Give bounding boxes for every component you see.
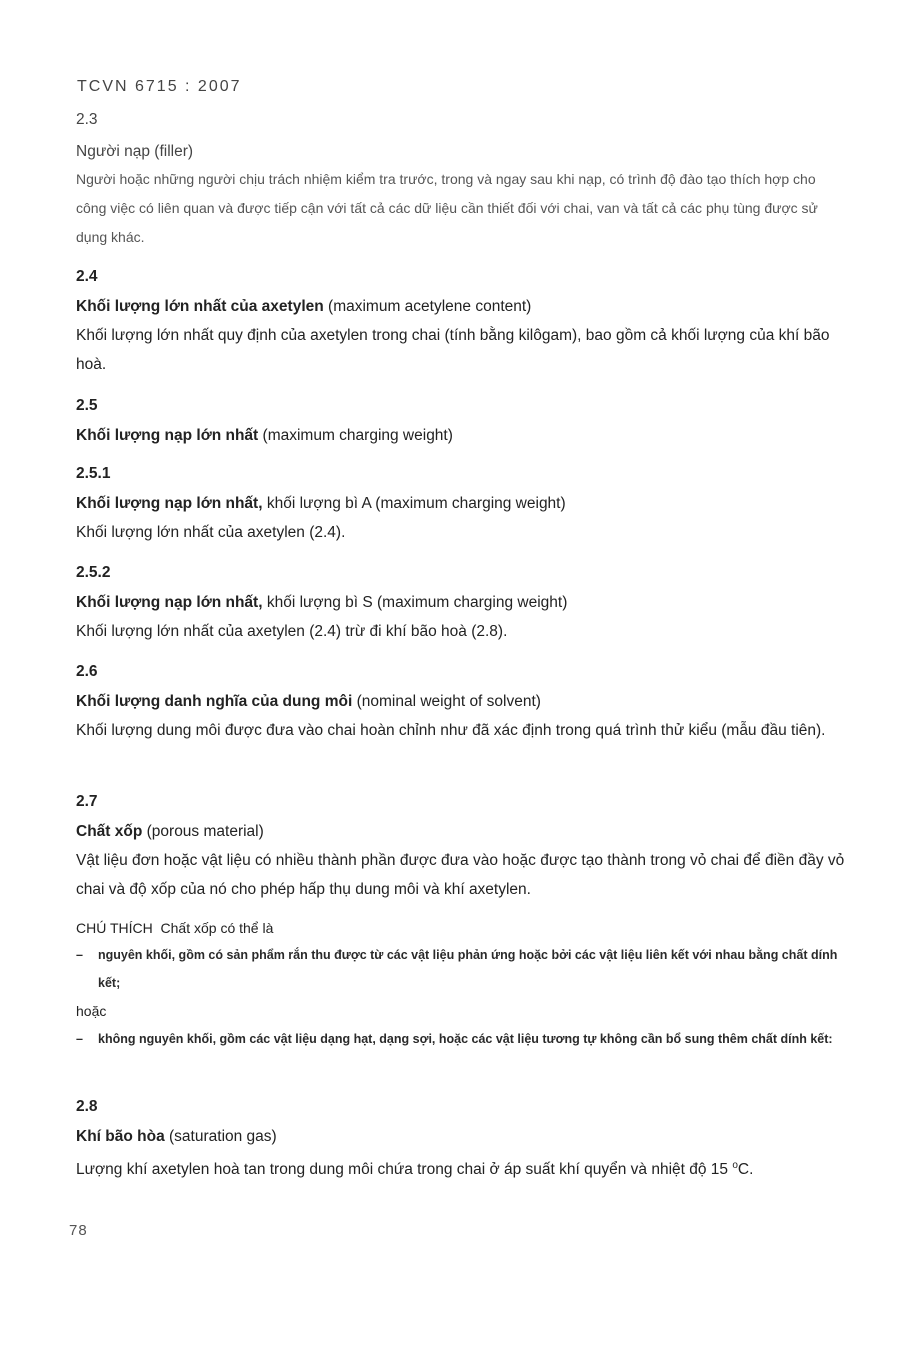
section-2-5-1 [76,464,846,547]
term-definition [76,1151,846,1184]
section-number: 2.5.2 [76,564,111,581]
term-name: Khối lượng nạp lớn nhất, [76,594,263,611]
section-2-4 [76,267,846,379]
note-list-item [76,1025,846,1053]
page-number: 78 [69,1222,88,1239]
note-label: CHÚ THÍCH [76,920,153,936]
term-name: Khối lượng lớn nhất của axetylen [76,298,324,315]
term-definition: Khối lượng dung môi được đưa vào chai hoàn chỉnh như đã xác định trong quá trình thử kiểu (mẫu đầu tiên). [76,722,826,739]
term-definition: Khối lượng lớn nhất của axetylen (2.4) trừ đi khí bão hoà (2.8). [76,623,508,640]
term-english: (maximum acetylene content) [328,298,532,315]
term-definition: Khối lượng lớn nhất quy định của axetylen trong chai (tính bằng kilôgam), bao gồm cả khối lượng của khí bão hoà. [76,327,830,373]
dash-bullet: – [76,948,83,962]
section-number: 2.5 [76,397,98,414]
section-2-3 [76,110,846,252]
term-english: (filler) [154,143,194,160]
note-list-item [76,941,846,997]
degree-superscript: o [732,1160,738,1171]
note-connector: hoặc [76,1003,107,1019]
term-definition: Người hoặc những người chịu trách nhiệm kiểm tra trước, trong và ngay sau khi nạp, có trình độ đào tạo thích hợp cho công việc có liên quan và được tiếp cận với tất cả các dữ liệu cần thiết đối với chai, van và tất cả các phụ tùng được sử dụng khác. [76,171,818,245]
section-2-8 [76,1097,846,1184]
section-number: 2.7 [76,793,98,810]
section-2-5 [76,396,846,446]
definition-unit: C. [737,1161,754,1179]
term-heading [76,494,846,514]
note-text: Chất xốp có thể là [160,920,274,936]
term-name: Khối lượng nạp lớn nhất [76,427,259,444]
term-heading [76,822,846,842]
term-english: (saturation gas) [169,1128,277,1145]
section-2-6 [76,662,846,745]
term-heading [76,1127,846,1147]
standard-header: TCVN 6715 : 2007 [77,78,242,95]
section-number: 2.6 [76,663,98,680]
section-2-5-2 [76,563,846,646]
section-number: 2.3 [76,111,98,128]
term-name: Người nạp [76,143,150,160]
term-extra: khối lượng bì A (maximum charging weight) [266,495,566,512]
term-name: Khối lượng danh nghĩa của dung môi [76,693,353,710]
term-definition: Vật liệu đơn hoặc vật liệu có nhiều thành phần được đưa vào hoặc được tạo thành trong vỏ chai để điền đầy vỏ chai và độ xốp của nó cho phép hấp thụ dung môi và khí axetylen. [76,852,845,898]
term-definition: Khối lượng lớn nhất của axetylen (2.4). [76,524,346,541]
term-heading [76,297,846,317]
definition-text: Lượng khí axetylen hoà tan trong dung môi chứa trong chai ở áp suất khí quyển và nhiệt độ 15 [76,1161,733,1179]
section-number: 2.5.1 [76,465,111,482]
term-heading [76,142,846,162]
term-extra: khối lượng bì S (maximum charging weight) [266,594,568,611]
term-english: (nominal weight of solvent) [356,693,541,710]
term-heading [76,692,846,712]
note [76,918,846,938]
term-name: Khí bão hòa [76,1128,165,1145]
section-number: 2.8 [76,1098,98,1115]
term-english: (maximum charging weight) [262,427,453,444]
term-english: (porous material) [146,823,264,840]
note-item-text: nguyên khối, gồm có sản phẩm rắn thu được từ các vật liệu phản ứng hoặc bởi các vật liệu liên kết với nhau bằng chất dính kết; [98,948,838,990]
term-name: Chất xốp [76,823,143,840]
term-heading [76,593,846,613]
section-number: 2.4 [76,268,98,285]
section-2-7 [76,792,846,1053]
term-name: Khối lượng nạp lớn nhất, [76,495,263,512]
note-item-text: không nguyên khối, gồm các vật liệu dạng hạt, dạng sợi, hoặc các vật liệu tương tự không cần bổ sung thêm chất dính kết: [98,1032,833,1046]
dash-bullet: – [76,1032,83,1046]
term-heading [76,426,846,446]
